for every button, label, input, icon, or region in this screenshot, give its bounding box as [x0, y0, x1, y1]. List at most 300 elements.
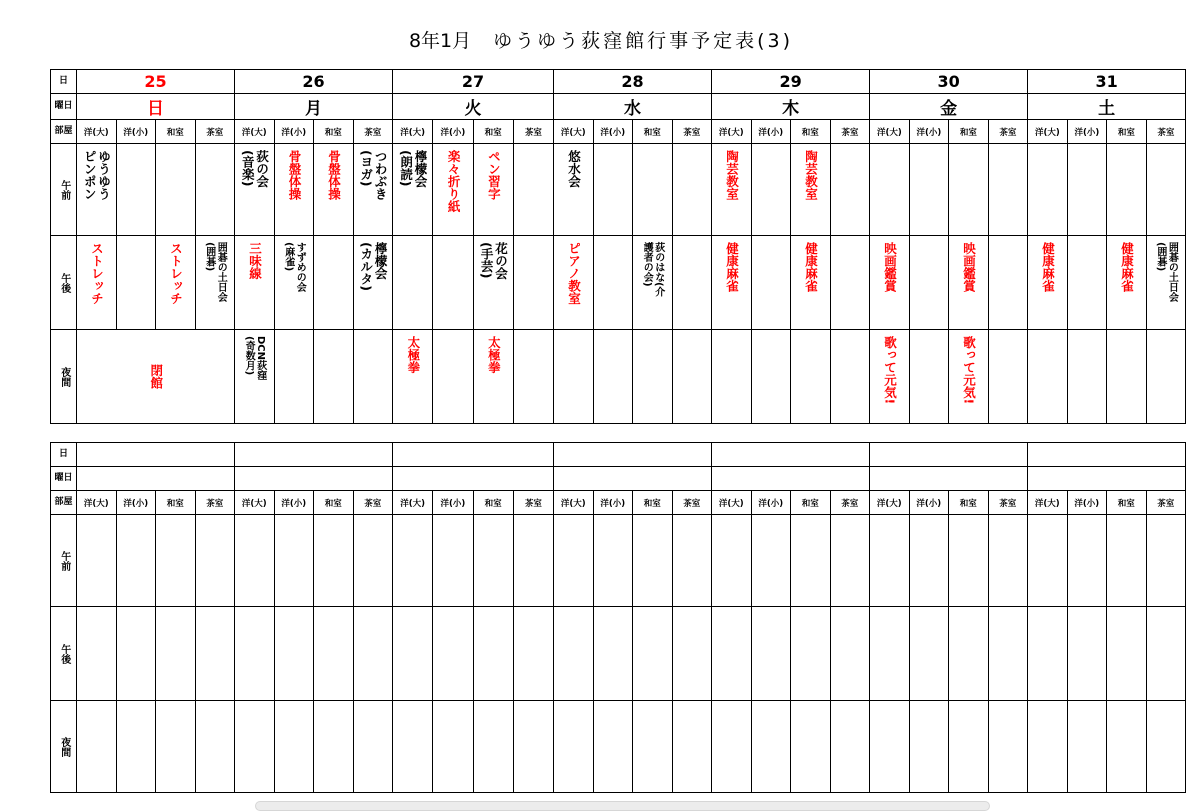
event-label: 檸檬会 (カルタ): [358, 242, 389, 291]
schedule-cell: [353, 236, 393, 330]
schedule-cell: [235, 144, 275, 236]
room-label: 部屋: [51, 491, 77, 515]
schedule-cell: [235, 330, 275, 424]
schedule-cell: [712, 607, 752, 701]
room-header: 茶室: [672, 491, 712, 515]
schedule-cell: [791, 607, 831, 701]
schedule-cell: [1067, 144, 1107, 236]
schedule-cell: [1067, 515, 1107, 607]
weekday-cell: 土: [1028, 94, 1186, 120]
room-header: 茶室: [513, 491, 553, 515]
pm-label: [51, 607, 77, 701]
room-header: 洋(大): [712, 120, 752, 144]
weekday-cell: [393, 467, 554, 491]
date-cell: [77, 443, 235, 467]
schedule-cell: [554, 701, 594, 793]
schedule-cell: [593, 144, 633, 236]
schedule-cell: [554, 515, 594, 607]
room-header: 茶室: [988, 120, 1028, 144]
schedule-cell: [156, 236, 196, 330]
pm-label-text: 午後: [58, 643, 70, 664]
am-label-text: 午前: [58, 550, 70, 571]
room-header: 和室: [791, 491, 831, 515]
schedule-cell: [751, 701, 791, 793]
schedule-cell: [473, 144, 513, 236]
pm-label-text: 午後: [58, 272, 70, 293]
schedule-cell: [513, 515, 553, 607]
schedule-cell: [909, 330, 949, 424]
schedule-cell: [1067, 236, 1107, 330]
date-cell: 25: [77, 70, 235, 94]
schedule-cell: [77, 144, 117, 236]
room-header: 和室: [791, 120, 831, 144]
schedule-cell: [830, 515, 870, 607]
schedule-cell: [870, 701, 910, 793]
date-cell: 27: [393, 70, 554, 94]
schedule-cell: [593, 607, 633, 701]
weekday-cell: [77, 467, 235, 491]
schedule-table-week-2: [50, 442, 1186, 793]
date-cell: [1028, 443, 1186, 467]
schedule-cell: [393, 515, 433, 607]
event-label: 骨盤体操: [326, 150, 342, 200]
room-header: 茶室: [1146, 491, 1186, 515]
schedule-cell: [1107, 236, 1147, 330]
event-label: ストレッチ: [89, 242, 105, 305]
schedule-cell: [235, 701, 275, 793]
room-header: 洋(小): [593, 120, 633, 144]
weekday-cell: 金: [870, 94, 1028, 120]
schedule-cell: [791, 330, 831, 424]
schedule-cell: [751, 607, 791, 701]
schedule-cell: [513, 144, 553, 236]
event-label: すずめの会 (麻雀): [282, 242, 306, 292]
am-label-text: 午前: [58, 179, 70, 200]
weekday-label: 曜日: [51, 94, 77, 120]
schedule-cell: [633, 701, 673, 793]
event-label: 囲碁の土日会 (囲碁): [1154, 242, 1178, 302]
weekday-cell: 日: [77, 94, 235, 120]
date-cell: [712, 443, 870, 467]
schedule-cell: [1146, 330, 1186, 424]
day-label: 日: [51, 443, 77, 467]
schedule-cell: [77, 607, 117, 701]
date-cell: 29: [712, 70, 870, 94]
schedule-cell: [156, 607, 196, 701]
schedule-cell: [633, 144, 673, 236]
room-header: 洋(大): [77, 120, 117, 144]
schedule-cell: [1107, 607, 1147, 701]
schedule-cell: [393, 701, 433, 793]
schedule-cell: [433, 607, 473, 701]
schedule-cell: [909, 144, 949, 236]
schedule-cell: [672, 607, 712, 701]
schedule-cell: [473, 236, 513, 330]
schedule-cell: [353, 515, 393, 607]
night-label-text: 夜間: [58, 366, 70, 387]
schedule-cell: [116, 607, 156, 701]
schedule-cell: [235, 607, 275, 701]
weekday-cell: 火: [393, 94, 554, 120]
schedule-cell: [393, 330, 433, 424]
event-label: 荻の会 (音楽): [240, 150, 270, 188]
schedule-cell: [513, 701, 553, 793]
schedule-cell: [353, 144, 393, 236]
schedule-cell: [672, 144, 712, 236]
schedule-cell: [513, 330, 553, 424]
schedule-cell: [513, 236, 553, 330]
room-header: 洋(小): [116, 120, 156, 144]
room-header: 洋(小): [593, 491, 633, 515]
schedule-cell: [314, 607, 354, 701]
schedule-cell: [77, 515, 117, 607]
event-label: ペン習字: [486, 150, 502, 200]
schedule-cell: [314, 236, 354, 330]
closed-cell: [77, 330, 235, 424]
schedule-cell: [672, 330, 712, 424]
am-label: [51, 515, 77, 607]
schedule-cell: [791, 144, 831, 236]
room-header: 和室: [633, 491, 673, 515]
schedule-cell: [433, 515, 473, 607]
schedule-cell: [870, 607, 910, 701]
schedule-cell: [274, 144, 314, 236]
page-title: [0, 26, 1202, 53]
schedule-cell: [274, 607, 314, 701]
schedule-cell: [274, 236, 314, 330]
schedule-cell: [1028, 144, 1068, 236]
schedule-cell: [1107, 330, 1147, 424]
schedule-cell: [1028, 701, 1068, 793]
room-header: 洋(大): [554, 120, 594, 144]
event-label: 映画鑑賞: [961, 242, 977, 292]
event-label: DCN荻窪 (奇数月): [243, 336, 266, 381]
schedule-cell: [554, 144, 594, 236]
title-suffix: (3): [757, 30, 794, 52]
date-cell: 31: [1028, 70, 1186, 94]
schedule-cell: [949, 607, 989, 701]
event-label: 歌って元気!: [882, 336, 898, 405]
schedule-cell: [909, 236, 949, 330]
room-header: 茶室: [195, 120, 235, 144]
schedule-cell: [712, 236, 752, 330]
weekday-label: 曜日: [51, 467, 77, 491]
schedule-cell: [195, 515, 235, 607]
schedule-cell: [988, 236, 1028, 330]
room-header: 洋(小): [751, 120, 791, 144]
date-cell: [393, 443, 554, 467]
schedule-cell: [593, 701, 633, 793]
room-header: 洋(大): [870, 491, 910, 515]
schedule-cell: [988, 701, 1028, 793]
schedule-cell: [554, 330, 594, 424]
schedule-cell: [473, 607, 513, 701]
event-label: 陶芸教室: [803, 150, 819, 200]
day-label: 日: [51, 70, 77, 94]
night-label: [51, 330, 77, 424]
schedule-cell: [1146, 236, 1186, 330]
room-header: 洋(大): [77, 491, 117, 515]
event-label: 花の会 (手芸): [479, 242, 509, 280]
room-header: 和室: [156, 120, 196, 144]
room-header: 洋(大): [393, 120, 433, 144]
room-header: 茶室: [830, 120, 870, 144]
event-label: 健康麻雀: [1040, 242, 1056, 292]
schedule-cell: [235, 236, 275, 330]
room-header: 茶室: [195, 491, 235, 515]
schedule-cell: [393, 607, 433, 701]
room-header: 洋(大): [235, 491, 275, 515]
schedule-cell: [751, 330, 791, 424]
schedule-cell: [513, 607, 553, 701]
event-label: ストレッチ: [168, 242, 184, 305]
schedule-cell: [473, 330, 513, 424]
schedule-cell: [870, 330, 910, 424]
schedule-cell: [949, 236, 989, 330]
room-label: 部屋: [51, 120, 77, 144]
weekday-cell: [235, 467, 393, 491]
schedule-cell: [712, 701, 752, 793]
event-label: 陶芸教室: [724, 150, 740, 200]
schedule-cell: [712, 144, 752, 236]
schedule-cell: [672, 515, 712, 607]
schedule-cell: [116, 515, 156, 607]
schedule-cell: [116, 144, 156, 236]
schedule-cell: [1146, 515, 1186, 607]
schedule-cell: [1067, 330, 1107, 424]
schedule-cell: [988, 515, 1028, 607]
schedule-cell: [633, 236, 673, 330]
schedule-cell: [751, 144, 791, 236]
weekday-cell: 月: [235, 94, 393, 120]
schedule-cell: [195, 607, 235, 701]
schedule-cell: [156, 701, 196, 793]
schedule-cell: [791, 701, 831, 793]
schedule-cell: [593, 330, 633, 424]
schedule-table-week-1: [50, 69, 1186, 424]
room-header: 洋(大): [1028, 120, 1068, 144]
date-cell: 26: [235, 70, 393, 94]
closed-text: 閉館: [148, 364, 164, 389]
event-label: 三味線: [247, 242, 263, 280]
schedule-cell: [393, 236, 433, 330]
event-label: 健康麻雀: [803, 242, 819, 292]
schedule-cell: [909, 701, 949, 793]
schedule-cell: [195, 144, 235, 236]
schedule-cell: [353, 701, 393, 793]
schedule-cell: [77, 701, 117, 793]
room-header: 洋(小): [909, 491, 949, 515]
room-header: 洋(大): [1028, 491, 1068, 515]
title-text: ゆうゆう荻窪館行事予定表: [493, 30, 758, 52]
schedule-cell: [1028, 330, 1068, 424]
date-cell: [235, 443, 393, 467]
room-header: 和室: [1107, 491, 1147, 515]
room-header: 和室: [473, 491, 513, 515]
weekday-cell: [1028, 467, 1186, 491]
schedule-cell: [554, 607, 594, 701]
room-header: 洋(小): [433, 491, 473, 515]
schedule-cell: [433, 701, 473, 793]
schedule-cell: [791, 236, 831, 330]
schedule-cell: [751, 515, 791, 607]
date-cell: [554, 443, 712, 467]
schedule-cell: [274, 515, 314, 607]
date-cell: 28: [554, 70, 712, 94]
schedule-cell: [473, 515, 513, 607]
schedule-cell: [1028, 607, 1068, 701]
schedule-cell: [195, 236, 235, 330]
room-header: 洋(小): [751, 491, 791, 515]
title-month: 8年1月: [408, 30, 472, 52]
event-label: 歌って元気!: [961, 336, 977, 405]
schedule-cell: [116, 701, 156, 793]
event-label: 楽々折り紙: [446, 150, 462, 213]
room-header: 洋(小): [433, 120, 473, 144]
schedule-cell: [988, 607, 1028, 701]
schedule-cell: [1146, 701, 1186, 793]
event-label: 健康麻雀: [1119, 242, 1135, 292]
schedule-cell: [870, 236, 910, 330]
room-header: 和室: [473, 120, 513, 144]
room-header: 洋(小): [909, 120, 949, 144]
room-header: 和室: [949, 491, 989, 515]
event-label: ピアノ教室: [566, 242, 582, 305]
event-label: 荻のはな(介 護者の会): [641, 242, 664, 297]
schedule-cell: [593, 515, 633, 607]
schedule-cell: [1146, 607, 1186, 701]
schedule-cell: [830, 144, 870, 236]
event-label: 太極拳: [486, 336, 502, 374]
weekday-cell: 水: [554, 94, 712, 120]
schedule-cell: [909, 607, 949, 701]
schedule-cell: [633, 607, 673, 701]
room-header: 和室: [314, 491, 354, 515]
schedule-cell: [353, 607, 393, 701]
room-header: 洋(小): [116, 491, 156, 515]
night-label: [51, 701, 77, 793]
schedule-cell: [1067, 607, 1107, 701]
schedule-cell: [554, 236, 594, 330]
room-header: 洋(小): [1067, 491, 1107, 515]
schedule-cell: [988, 330, 1028, 424]
schedule-cell: [353, 330, 393, 424]
schedule-cell: [712, 515, 752, 607]
room-header: 茶室: [672, 120, 712, 144]
room-header: 茶室: [353, 491, 393, 515]
schedule-cell: [949, 515, 989, 607]
weekday-cell: 木: [712, 94, 870, 120]
schedule-cell: [830, 330, 870, 424]
schedule-cell: [1107, 515, 1147, 607]
room-header: 和室: [949, 120, 989, 144]
schedule-cell: [593, 236, 633, 330]
weekday-cell: [870, 467, 1028, 491]
schedule-cell: [1107, 144, 1147, 236]
schedule-cell: [830, 236, 870, 330]
date-cell: 30: [870, 70, 1028, 94]
schedule-cell: [156, 144, 196, 236]
am-label: [51, 144, 77, 236]
room-header: 茶室: [988, 491, 1028, 515]
event-label: 太極拳: [405, 336, 421, 374]
room-header: 洋(大): [235, 120, 275, 144]
date-cell: [870, 443, 1028, 467]
schedule-cell: [314, 701, 354, 793]
schedule-cell: [1107, 701, 1147, 793]
event-label: 囲碁の土日会 (囲碁): [203, 242, 227, 302]
event-label: 映画鑑賞: [882, 242, 898, 292]
schedule-cell: [77, 236, 117, 330]
schedule-cell: [433, 144, 473, 236]
night-label-text: 夜間: [58, 736, 70, 757]
schedule-cell: [870, 144, 910, 236]
event-label: つわぶき (ヨガ): [358, 150, 389, 200]
schedule-cell: [156, 515, 196, 607]
room-header: 洋(大): [554, 491, 594, 515]
room-header: 洋(小): [274, 120, 314, 144]
schedule-cell: [195, 701, 235, 793]
schedule-cell: [830, 701, 870, 793]
schedule-cell: [314, 144, 354, 236]
room-header: 和室: [314, 120, 354, 144]
schedule-cell: [473, 701, 513, 793]
room-header: 洋(大): [712, 491, 752, 515]
event-label: 健康麻雀: [724, 242, 740, 292]
schedule-cell: [909, 515, 949, 607]
schedule-cell: [235, 515, 275, 607]
room-header: 茶室: [830, 491, 870, 515]
schedule-cell: [870, 515, 910, 607]
schedule-cell: [1146, 144, 1186, 236]
schedule-cell: [393, 144, 433, 236]
schedule-cell: [1028, 236, 1068, 330]
room-header: 洋(小): [1067, 120, 1107, 144]
schedule-cell: [949, 701, 989, 793]
schedule-cell: [1067, 701, 1107, 793]
schedule-cell: [672, 701, 712, 793]
room-header: 洋(小): [274, 491, 314, 515]
room-header: 和室: [633, 120, 673, 144]
schedule-cell: [314, 330, 354, 424]
schedule-cell: [1028, 515, 1068, 607]
schedule-cell: [949, 330, 989, 424]
room-header: 茶室: [353, 120, 393, 144]
schedule-cell: [791, 515, 831, 607]
schedule-cell: [672, 236, 712, 330]
schedule-cell: [988, 144, 1028, 236]
schedule-cell: [751, 236, 791, 330]
weekday-cell: [554, 467, 712, 491]
event-label: ゆうゆう ピンポン: [82, 150, 112, 200]
schedule-cell: [274, 330, 314, 424]
schedule-cell: [712, 330, 752, 424]
schedule-cell: [433, 236, 473, 330]
schedule-cell: [633, 330, 673, 424]
horizontal-scrollbar[interactable]: [255, 801, 990, 811]
schedule-cell: [314, 515, 354, 607]
event-label: 檸檬会 (朗読): [398, 150, 429, 188]
room-header: 洋(大): [393, 491, 433, 515]
event-label: 骨盤体操: [286, 150, 302, 200]
event-label: 悠水会: [566, 150, 582, 188]
room-header: 茶室: [513, 120, 553, 144]
room-header: 和室: [156, 491, 196, 515]
schedule-cell: [830, 607, 870, 701]
room-header: 洋(大): [870, 120, 910, 144]
weekday-cell: [712, 467, 870, 491]
schedule-cell: [433, 330, 473, 424]
